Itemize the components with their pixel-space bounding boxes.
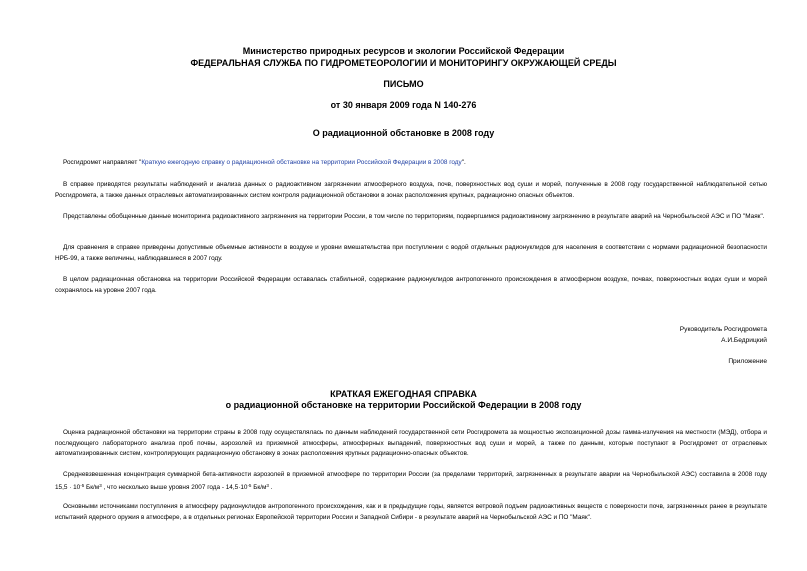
annex-title: КРАТКАЯ ЕЖЕГОДНАЯ СПРАВКА — [330, 389, 477, 399]
signatory-name: А.И.Бедрицкий — [721, 337, 767, 344]
exponent: 3 — [266, 482, 269, 488]
letter-paragraph-5: В целом радиационная обстановка на территории Российской Федерации оставалась стабильной, содержание радионуклидов антропогенного происхождения в атмосферном воздухе, почвах, поверхностных водах суши и морей сохранялось на уровне 2007 года. — [55, 276, 767, 294]
p2-text-a: Средневзвешенная концентрация суммарной бета-активности аэрозолей в приземной атмосфере по территории России (за пределами территорий, загрязненных в результате аварии на Чернобыльской АЭС) составила в 2008 году 15,5 · 10 — [55, 471, 767, 491]
ministry-heading: Министерство природных ресурсов и экологии Российской Федерации — [242, 46, 565, 56]
p2-unit: Бк/м — [84, 483, 100, 491]
annex-link[interactable]: Краткую ежегодную справку о радиационной обстановке на территории Российской Федерации в 2008 году — [141, 159, 462, 166]
exponent: -5 — [80, 482, 85, 488]
exponent: 3 — [99, 482, 102, 488]
p1-prefix: Росгидромет направляет " — [63, 159, 142, 166]
p2-unit: Бк/м — [251, 483, 267, 491]
letter-paragraph-2: В справке приводятся результаты наблюдений и анализа данных о радиоактивном загрязнении атмосферного воздуха, почв, поверхностных вод суши и морей, полученные в 2008 году государственной наблюдательной сетью Росгидромета, а также данных отраслевых автоматизированных систем контроля радиационной обстановки в зонах расположения крупных, радиационно опасных объектов. — [55, 181, 767, 199]
p1-suffix: ". — [461, 159, 466, 166]
letter-paragraph-3: Представлены обобщенные данные мониторинга радиоактивного загрязнения на территории России, в том числе по территориям, подвергшимся радиоактивному загрязнению в результате аварий на Чернобыльской АЭС и ПО "Маяк". — [63, 213, 765, 220]
service-heading: ФЕДЕРАЛЬНАЯ СЛУЖБА ПО ГИДРОМЕТЕОРОЛОГИИ И МОНИТОРИНГУ ОКРУЖАЮЩЕЙ СРЕДЫ — [190, 58, 617, 68]
doc-type: ПИСЬМО — [383, 79, 424, 89]
letter-paragraph-1 — [55, 158, 767, 169]
doc-subject: О радиационной обстановке в 2008 году — [312, 128, 495, 138]
exponent: -5 — [247, 482, 252, 488]
p2-text-c: , что несколько выше уровня 2007 года - 14,5·10 — [101, 483, 248, 491]
letter-paragraph-4: Для сравнения в справке приведены допустимые объемные активности в воздухе и уровни вмешательства при поступлении с водой отдельных радионуклидов для населения в соответствии с нормами радиационной безопасности НРБ-99, а также величины, наблюдавшиеся в 2007 году. — [55, 244, 767, 262]
annex-subtitle: о радиационной обстановке на территории Российской Федерации в 2008 году — [225, 400, 582, 410]
p2-text-e: . — [268, 483, 273, 491]
annex-paragraph-1: Оценка радиационной обстановки на территории страны в 2008 году осуществлялась по данным наблюдений государственной сети Росгидромета за мощностью экспозиционной дозы гамма-излучения на местности (МЭД), отбора и последующего лабораторного анализа проб почвы, аэрозолей из приземной атмосферы, атмосферных выпадений, поверхностных вод суши и морей, а также по данным, которые поступают в Росгидромет от отраслевых автоматизированных систем, контролирующих радиационную обстановку в зонах расположения крупных радиационно-опасных объектов. — [55, 429, 767, 457]
annex-paragraph-2 — [55, 470, 767, 493]
attachment-label: Приложение — [728, 358, 767, 365]
doc-date: от 30 января 2009 года N 140-276 — [330, 100, 477, 110]
signatory-title: Руководитель Росгидромета — [679, 326, 767, 333]
annex-paragraph-3: Основными источниками поступления в атмосферу радионуклидов антропогенного происхождения, как и в предыдущие годы, является ветровой подъем радиоактивных веществ с поверхности почв, загрязненных ранее в результате испытаний ядерного оружия в атмосфере, а в отдельных регионах Европейской территории России и Западной Сибири - в результате аварий на Чернобыльской АЭС и ПО "Маяк". — [55, 503, 767, 521]
